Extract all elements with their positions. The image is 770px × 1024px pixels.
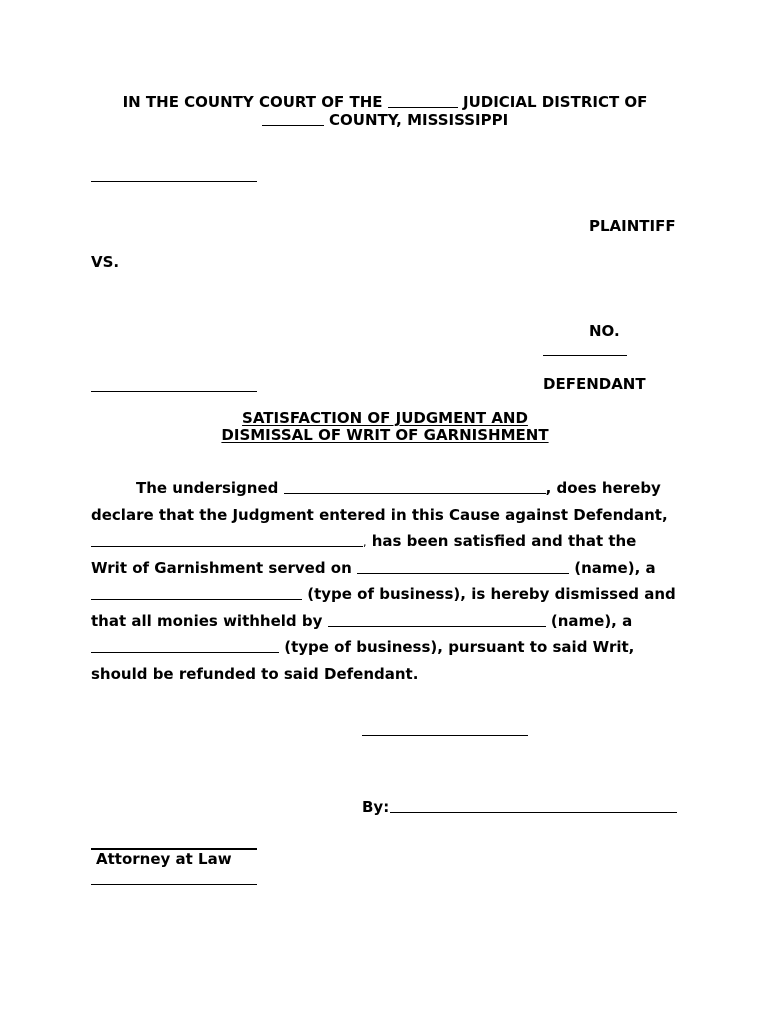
court-heading-line1 [0, 93, 770, 111]
body-line-6 [91, 612, 632, 630]
body-text: , does hereby [545, 479, 661, 497]
district-blank[interactable] [388, 107, 458, 108]
defendant-label: DEFENDANT [543, 375, 646, 393]
body-text: has been satisfied and that the [371, 532, 637, 550]
garnishee-name-blank[interactable] [357, 573, 569, 574]
body-text: (name), a [550, 612, 633, 630]
by-signature-line[interactable] [390, 812, 677, 813]
attorney-label: Attorney at Law [96, 850, 232, 868]
undersigned-blank[interactable] [284, 493, 546, 494]
signature-line[interactable] [362, 735, 528, 736]
business-type-blank-2[interactable] [91, 652, 279, 653]
body-text: , [363, 536, 367, 549]
county-state: COUNTY, MISSISSIPPI [329, 111, 509, 129]
county-blank[interactable] [262, 125, 324, 126]
body-text: that all monies withheld by [91, 612, 323, 630]
body-text: (type of business), is hereby dismissed and [307, 585, 676, 603]
body-line-3 [91, 532, 636, 552]
attorney-name-line[interactable] [91, 884, 257, 885]
plaintiff-label: PLAINTIFF [589, 217, 676, 235]
document-title-line1: SATISFACTION OF JUDGMENT AND [242, 409, 528, 427]
business-type-blank-1[interactable] [91, 599, 302, 600]
versus-label: VS. [91, 253, 120, 271]
body-line-5 [91, 585, 676, 603]
plaintiff-name-line[interactable] [91, 181, 257, 182]
case-number-label: NO. [589, 322, 620, 340]
body-line-8: should be refunded to said Defendant. [91, 665, 419, 683]
court-heading-line2 [0, 111, 770, 129]
body-text: (name), a [574, 559, 656, 577]
body-text: The undersigned [136, 479, 279, 497]
case-number-line[interactable] [543, 355, 627, 356]
body-line-1 [136, 479, 661, 497]
defendant-name-line[interactable] [91, 391, 257, 392]
body-text: Writ of Garnishment served on [91, 559, 352, 577]
withholder-name-blank[interactable] [328, 626, 546, 627]
body-text: (type of business), pursuant to said Writ, [284, 638, 635, 656]
body-line-4 [91, 559, 656, 577]
by-label: By: [362, 798, 390, 816]
defendant-blank[interactable] [91, 546, 363, 547]
court-heading-prefix: IN THE COUNTY COURT OF THE [122, 93, 383, 111]
body-line-7 [91, 638, 634, 656]
body-line-2: declare that the Judgment entered in this Cause against Defendant, [91, 506, 668, 524]
court-heading-suffix: JUDICIAL DISTRICT OF [462, 93, 648, 111]
document-title-line2: DISMISSAL OF WRIT OF GARNISHMENT [221, 426, 549, 444]
